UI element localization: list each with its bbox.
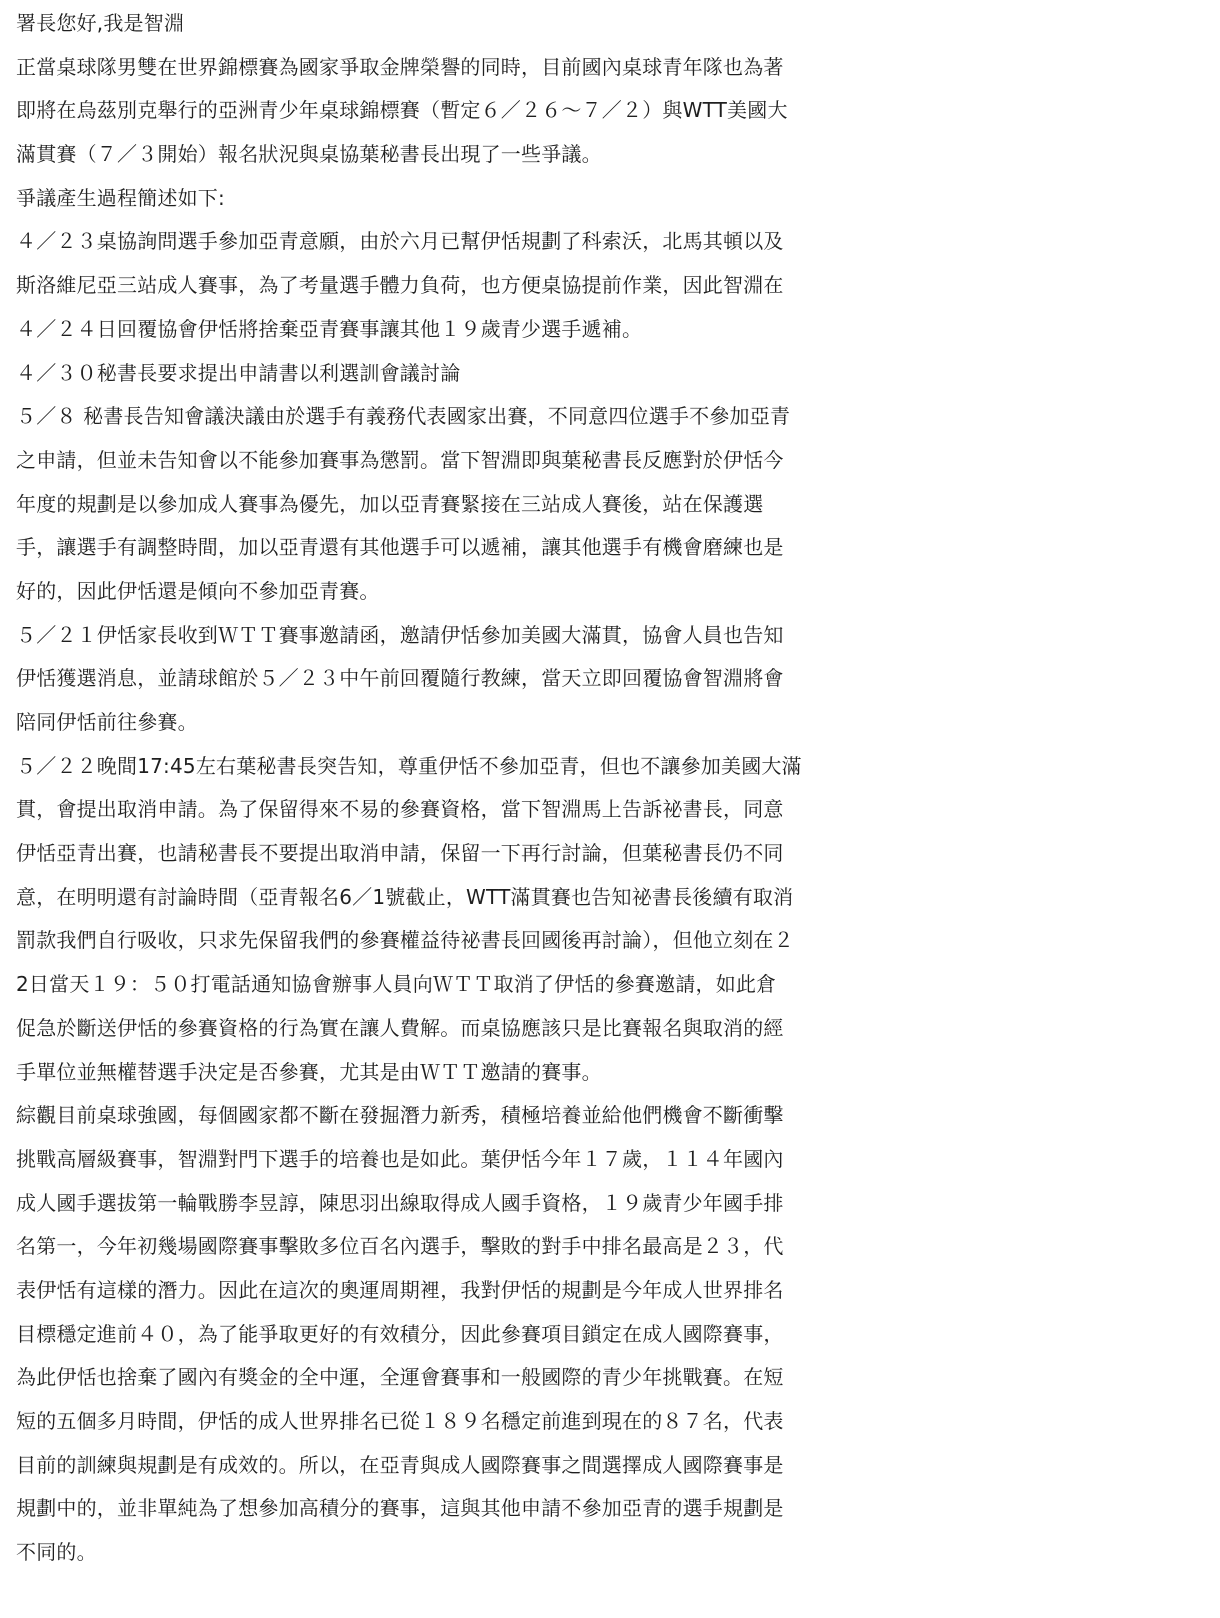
text-line: ４／２４日回覆協會伊恬將捨棄亞青賽事讓其他１９歲青少選手遞補。 — [16, 316, 643, 341]
text-line: 正當桌球隊男雙在世界錦標賽為國家爭取金牌榮譽的同時，目前國內桌球青年隊也為著 — [16, 54, 784, 79]
text-line: 之申請，但並未告知會以不能參加賽事為懲罰。當下智淵即與葉秘書長反應對於伊恬今 — [16, 447, 784, 472]
text-line: 為此伊恬也捨棄了國內有獎金的全中運，全運會賽事和一般國際的青少年挑戰賽。在短 — [16, 1365, 784, 1390]
text-line: 促急於斷送伊恬的參賽資格的行為實在讓人費解。而桌協應該只是比賽報名與取消的經 — [16, 1015, 784, 1040]
text-line: 目前的訓練與規劃是有成效的。所以，在亞青與成人國際賽事之間選擇成人國際賽事是 — [16, 1452, 784, 1477]
text-line: 爭議產生過程簡述如下: — [16, 185, 225, 210]
text-line: ５／２１伊恬家長收到ＷＴＴ賽事邀請函，邀請伊恬參加美國大滿貫，協會人員也告知 — [16, 622, 784, 647]
text-line: 綜觀目前桌球強國，每個國家都不斷在發掘潛力新秀，積極培養並給他們機會不斷衝擊 — [16, 1103, 784, 1128]
text-line: 手單位並無權替選手決定是否參賽，尤其是由ＷＴＴ邀請的賽事。 — [16, 1059, 602, 1084]
text-line: 短的五個多月時間，伊恬的成人世界排名已從１８９名穩定前進到現在的８７名，代表 — [16, 1409, 784, 1433]
text-line: 規劃中的，並非單純為了想參加高積分的賽事，這與其他申請不參加亞青的選手規劃是 — [16, 1496, 784, 1521]
text-line: ５／８ 秘書長告知會議決議由於選手有義務代表國家出賽，不同意四位選手不參加亞青 — [16, 404, 791, 429]
text-line: 伊恬獲選消息，並請球館於５／２３中午前回覆隨行教練，當天立即回覆協會智淵將會 — [16, 666, 784, 691]
text-line: 好的，因此伊恬還是傾向不參加亞青賽。 — [16, 578, 380, 603]
text-line: 即將在烏茲別克舉行的亞洲青少年桌球錦標賽（暫定６／２６～７／２）與WTT美國大 — [16, 98, 788, 123]
text-line: 伊恬亞青出賽，也請秘書長不要提出取消申請，保留一下再行討論，但葉秘書長仍不同 — [16, 841, 784, 866]
greeting-line: 署長您好,我是智淵 — [16, 11, 185, 35]
text-line: 陪同伊恬前往參賽。 — [16, 710, 198, 734]
letter-body — [16, 2, 1216, 1575]
text-line: 滿貫賽（７／３開始）報名狀況與桌協葉秘書長出現了一些爭議。 — [16, 142, 602, 167]
text-line: 挑戰高層級賽事，智淵對門下選手的培養也是如此。葉伊恬今年１７歲，１１４年國內 — [16, 1146, 784, 1171]
text-line: 貫，會提出取消申請。為了保留得來不易的參賽資格，當下智淵馬上告訴祕書長，同意 — [16, 797, 784, 822]
text-line: 成人國手選拔第一輪戰勝李昱諄，陳思羽出線取得成人國手資格，１９歲青少年國手排 — [16, 1190, 784, 1215]
text-line: 目標穩定進前４０，為了能爭取更好的有效積分，因此參賽項目鎖定在成人國際賽事， — [16, 1321, 784, 1346]
text-line: ４／３０秘書長要求提出申請書以利選訓會議討論 — [16, 360, 461, 385]
text-line: 表伊恬有這樣的潛力。因此在這次的奧運周期裡，我對伊恬的規劃是今年成人世界排名 — [16, 1277, 784, 1302]
text-line: 意，在明明還有討論時間（亞青報名6／1號截止，WTT滿貫賽也告知祕書長後續有取消 — [16, 884, 794, 909]
text-line: 罰款我們自行吸收，只求先保留我們的參賽權益待祕書長回國後再討論），但他立刻在２ — [16, 928, 794, 953]
text-line: 不同的。 — [16, 1540, 97, 1565]
text-line: 手，讓選手有調整時間，加以亞青還有其他選手可以遞補，讓其他選手有機會磨練也是 — [16, 535, 784, 560]
text-line: ５／２２晚間17:45左右葉秘書長突告知，尊重伊恬不參加亞青，但也不讓參加美國大滿 — [16, 753, 802, 778]
text-line: 2日當天１９：５０打電話通知協會辦事人員向ＷＴＴ取消了伊恬的參賽邀請，如此倉 — [16, 972, 777, 997]
text-line: 年度的規劃是以參加成人賽事為優先，加以亞青賽緊接在三站成人賽後，站在保護選 — [16, 491, 764, 516]
text-line: ４／２３桌協詢問選手參加亞青意願，由於六月已幫伊恬規劃了科索沃，北馬其頓以及 — [16, 229, 784, 254]
text-line: 名第一，今年初幾場國際賽事擊敗多位百名內選手，擊敗的對手中排名最高是２３，代 — [16, 1234, 784, 1259]
text-line: 斯洛維尼亞三站成人賽事，為了考量選手體力負荷，也方便桌協提前作業，因此智淵在 — [16, 273, 784, 298]
